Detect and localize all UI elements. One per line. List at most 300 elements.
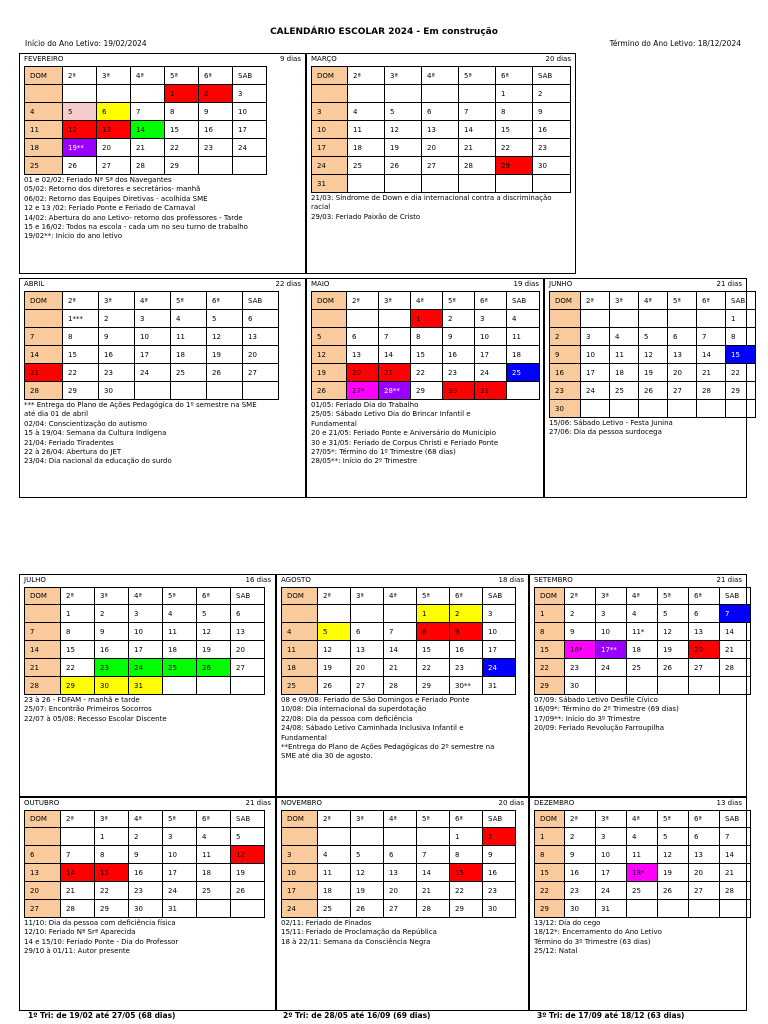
month-notes	[311, 401, 539, 467]
day-cell: 27	[689, 882, 720, 900]
week-row	[282, 882, 516, 900]
week-row	[312, 328, 540, 346]
day-cell	[658, 677, 689, 695]
day-cell: 14	[61, 864, 95, 882]
month-header	[281, 799, 524, 809]
note-line: 08 e 09/08: Feriado de São Domingos e Feriado Ponte	[281, 696, 470, 704]
day-cell	[199, 157, 233, 175]
day-cell: 23	[129, 882, 163, 900]
week-row	[25, 623, 265, 641]
day-cell: 27	[231, 659, 265, 677]
month-school-days: 9 dias	[279, 55, 301, 63]
weekday-header: 2ª	[61, 588, 95, 605]
weekday-header: 2ª	[61, 811, 95, 828]
weekday-header: 4ª	[131, 67, 165, 85]
weekday-header-row	[25, 292, 279, 310]
day-cell: 10	[312, 121, 348, 139]
month-notes	[24, 401, 301, 467]
weekday-header: 5ª	[658, 811, 689, 828]
day-cell: 29	[63, 382, 99, 400]
note-line: 27/06: Dia da pessoa surdocega	[549, 428, 662, 437]
day-cell: 3	[483, 605, 516, 623]
day-cell: 11	[171, 328, 207, 346]
day-cell: 26	[63, 157, 97, 175]
note-line: Fundamental	[281, 733, 327, 742]
weekday-header: 4ª	[384, 588, 417, 605]
week-row	[312, 157, 571, 175]
day-cell: 21	[697, 364, 726, 382]
weekday-header: 2ª	[63, 67, 97, 85]
week-row	[550, 400, 756, 418]
month-6	[276, 574, 529, 797]
weekday-header: 5ª	[171, 292, 207, 310]
day-cell: 20	[384, 882, 417, 900]
day-cell	[348, 85, 385, 103]
day-cell: 26	[312, 382, 347, 400]
day-cell: 10	[135, 328, 171, 346]
weekday-header: SAB	[533, 67, 571, 85]
month-header	[534, 799, 742, 809]
month-header	[24, 280, 301, 290]
day-cell: 15	[61, 641, 95, 659]
calendar-grid	[311, 66, 571, 193]
day-cell: 5	[63, 103, 97, 121]
day-cell: 17	[483, 641, 516, 659]
day-cell: 18	[348, 139, 385, 157]
weekday-header: 4ª	[627, 811, 658, 828]
day-cell	[689, 677, 720, 695]
weekday-header: 3ª	[351, 588, 384, 605]
day-cell: 13	[422, 121, 459, 139]
day-cell: 11	[282, 641, 318, 659]
note-line: 27/05*: Término do 1º Trimestre (68 dias)	[311, 448, 456, 457]
day-cell: 10	[596, 846, 627, 864]
day-cell: 16*	[565, 641, 596, 659]
day-cell: 24	[596, 659, 627, 677]
note-line: 07/09: Sábado Letivo Desfile Cívico	[534, 696, 658, 704]
day-cell	[61, 828, 95, 846]
calendar-grid	[549, 291, 756, 418]
month-notes	[534, 696, 742, 734]
day-cell	[533, 175, 571, 193]
day-cell: 14	[459, 121, 496, 139]
day-cell: 10	[163, 846, 197, 864]
weekday-header: DOM	[550, 292, 581, 310]
month-school-days: 16 dias	[245, 576, 271, 584]
day-cell: 30**	[450, 677, 483, 695]
day-cell: 1	[417, 605, 450, 623]
day-cell: 16	[129, 864, 163, 882]
weekday-header: DOM	[312, 67, 348, 85]
day-cell: 16	[443, 346, 475, 364]
weekday-header: 6ª	[689, 811, 720, 828]
note-line: 22/07 à 05/08: Recesso Escolar Discente	[24, 714, 167, 723]
note-line: 12/10: Feriado Nª Srª Aparecida	[24, 928, 136, 937]
weekday-header: DOM	[282, 811, 318, 828]
day-cell: 1	[496, 85, 533, 103]
day-cell: 18	[25, 139, 63, 157]
week-row	[312, 346, 540, 364]
day-cell: 5	[197, 605, 231, 623]
week-row	[312, 121, 571, 139]
weekday-header: 2ª	[347, 292, 379, 310]
day-cell: 17	[233, 121, 267, 139]
day-cell: 14	[384, 641, 417, 659]
month-1	[306, 53, 576, 274]
day-cell: 5	[231, 828, 265, 846]
day-cell: 19	[658, 641, 689, 659]
day-cell: 19	[231, 864, 265, 882]
week-row	[535, 900, 751, 918]
day-cell: 8	[411, 328, 443, 346]
day-cell: 2	[99, 310, 135, 328]
day-cell: 26	[318, 677, 351, 695]
day-cell: 27	[668, 382, 697, 400]
day-cell: 8	[496, 103, 533, 121]
day-cell: 12	[207, 328, 243, 346]
weekday-header: 3ª	[95, 811, 129, 828]
weekday-header: 2ª	[565, 588, 596, 605]
day-cell: 20	[689, 864, 720, 882]
day-cell: 22	[411, 364, 443, 382]
day-cell: 28	[697, 382, 726, 400]
day-cell: 21	[720, 864, 751, 882]
day-cell: 13	[231, 623, 265, 641]
day-cell: 4	[318, 846, 351, 864]
day-cell: 20	[231, 641, 265, 659]
day-cell	[639, 310, 668, 328]
weekday-header: 3ª	[596, 588, 627, 605]
day-cell: 24	[581, 382, 610, 400]
day-cell	[689, 900, 720, 918]
day-cell: 31	[163, 900, 197, 918]
day-cell: 26	[658, 882, 689, 900]
calendar-grid	[24, 66, 267, 175]
day-cell: 15	[63, 346, 99, 364]
day-cell: 2	[129, 828, 163, 846]
day-cell: 11	[318, 864, 351, 882]
note-line: 15 e 16/02: Todos na escola - cada um no seu turno de trabalho	[24, 223, 248, 232]
day-cell: 10	[483, 623, 516, 641]
weekday-header: 6ª	[207, 292, 243, 310]
day-cell	[639, 400, 668, 418]
weekday-header: 3ª	[95, 588, 129, 605]
day-cell: 6	[25, 846, 61, 864]
week-row	[535, 846, 751, 864]
day-cell	[459, 175, 496, 193]
day-cell: 21	[384, 659, 417, 677]
day-cell: 8	[535, 846, 565, 864]
weekday-header: 6ª	[475, 292, 507, 310]
day-cell: 9	[550, 346, 581, 364]
day-cell: 5	[658, 828, 689, 846]
day-cell: 1	[61, 605, 95, 623]
month-header	[24, 55, 301, 65]
weekday-header-row	[282, 811, 516, 828]
day-cell: 16	[99, 346, 135, 364]
month-name: DEZEMBRO	[534, 799, 575, 807]
day-cell	[163, 677, 197, 695]
day-cell: 16	[550, 364, 581, 382]
weekday-header: 2ª	[63, 292, 99, 310]
day-cell: 27*	[347, 382, 379, 400]
day-cell: 14	[697, 346, 726, 364]
day-cell	[627, 900, 658, 918]
day-cell: 12	[351, 864, 384, 882]
week-row	[25, 346, 279, 364]
day-cell	[318, 605, 351, 623]
day-cell: 28	[384, 677, 417, 695]
day-cell: 18	[197, 864, 231, 882]
day-cell: 31	[312, 175, 348, 193]
day-cell: 6	[668, 328, 697, 346]
day-cell: 5	[385, 103, 422, 121]
note-line: 15/06: Sábado Letivo - Festa Junina	[549, 419, 673, 427]
day-cell: 21	[25, 364, 63, 382]
day-cell	[25, 85, 63, 103]
month-name: JULHO	[24, 576, 46, 584]
day-cell: 23	[99, 364, 135, 382]
day-cell: 22	[535, 882, 565, 900]
week-row	[312, 85, 571, 103]
day-cell: 3	[581, 328, 610, 346]
week-row	[25, 328, 279, 346]
day-cell: 30	[483, 900, 516, 918]
month-school-days: 21 dias	[245, 799, 271, 807]
weekday-header: 5ª	[417, 811, 450, 828]
weekday-header: 2ª	[318, 588, 351, 605]
note-line: 01/05: Feriado Dia do Trabalho	[311, 401, 419, 409]
week-row	[25, 864, 265, 882]
note-line: 28/05**: Início do 2º Trimestre	[311, 457, 418, 466]
day-cell: 26	[351, 900, 384, 918]
day-cell: 19	[207, 346, 243, 364]
day-cell: 1	[535, 605, 565, 623]
weekday-header: 4ª	[422, 67, 459, 85]
day-cell: 5	[639, 328, 668, 346]
day-cell: 14	[417, 864, 450, 882]
weekday-header: 3ª	[97, 67, 131, 85]
end-date-label: Término do Ano Letivo: 18/12/2024	[609, 39, 741, 48]
weekday-header: DOM	[535, 811, 565, 828]
day-cell: 13	[668, 346, 697, 364]
day-cell: 22	[95, 882, 129, 900]
day-cell: 17	[163, 864, 197, 882]
day-cell: 5	[658, 605, 689, 623]
day-cell: 10	[129, 623, 163, 641]
month-notes	[281, 696, 524, 762]
day-cell: 9	[95, 623, 129, 641]
month-header	[311, 55, 571, 65]
day-cell: 26	[658, 659, 689, 677]
day-cell: 8	[63, 328, 99, 346]
day-cell: 24	[596, 882, 627, 900]
day-cell: 20	[97, 139, 131, 157]
day-cell: 20	[689, 641, 720, 659]
weekday-header: SAB	[720, 588, 751, 605]
day-cell	[417, 828, 450, 846]
day-cell	[63, 85, 97, 103]
month-9	[276, 797, 529, 1011]
weekday-header: 6ª	[197, 811, 231, 828]
day-cell: 13	[25, 864, 61, 882]
day-cell: 12	[231, 846, 265, 864]
month-name: AGOSTO	[281, 576, 311, 584]
day-cell: 6	[351, 623, 384, 641]
weekday-header: 5ª	[668, 292, 697, 310]
day-cell	[422, 85, 459, 103]
day-cell: 27	[25, 900, 61, 918]
day-cell: 20	[422, 139, 459, 157]
day-cell: 12	[63, 121, 97, 139]
day-cell: 16	[565, 864, 596, 882]
day-cell: 4	[171, 310, 207, 328]
footer-trimester-2: 2º Tri: de 28/05 até 16/09 (69 dias)	[283, 1011, 431, 1020]
note-line: 17/09**: Início do 3º Trimestre	[534, 714, 641, 723]
day-cell: 23	[565, 882, 596, 900]
day-cell: 2	[550, 328, 581, 346]
day-cell: 17	[312, 139, 348, 157]
note-line: Fundamental	[311, 419, 357, 428]
note-line: 12 e 13 /02: Feriado Ponte e Feriado de Carnaval	[24, 204, 196, 213]
day-cell: 7	[459, 103, 496, 121]
day-cell: 21	[25, 659, 61, 677]
weekday-header-row	[25, 811, 265, 828]
note-line: 20/09: Feriado Revolução Farroupilha	[534, 724, 665, 733]
day-cell	[384, 605, 417, 623]
day-cell: 30	[443, 382, 475, 400]
day-cell: 12	[312, 346, 347, 364]
day-cell: 1	[450, 828, 483, 846]
day-cell: 28	[25, 382, 63, 400]
day-cell	[207, 382, 243, 400]
day-cell: 24	[312, 157, 348, 175]
note-line: 10/08: Dia internacional da superdotação	[281, 705, 427, 714]
day-cell: 7	[25, 623, 61, 641]
day-cell: 31	[596, 900, 627, 918]
week-row	[535, 864, 751, 882]
day-cell	[231, 677, 265, 695]
note-line: 29/10 à 01/11: Autor presente	[24, 947, 130, 956]
day-cell: 25	[348, 157, 385, 175]
day-cell: 3	[596, 605, 627, 623]
day-cell: 2	[483, 828, 516, 846]
day-cell: 22	[450, 882, 483, 900]
day-cell: 29	[450, 900, 483, 918]
weekday-header: 6ª	[689, 588, 720, 605]
day-cell: 12	[197, 623, 231, 641]
day-cell: 2	[450, 605, 483, 623]
note-line: 14/02: Abertura do ano Letivo- retorno dos professores - Tarde	[24, 213, 243, 222]
weekday-header: 5ª	[443, 292, 475, 310]
weekday-header: 3ª	[351, 811, 384, 828]
week-row	[282, 677, 516, 695]
day-cell: 27	[689, 659, 720, 677]
day-cell: 21	[720, 641, 751, 659]
day-cell: 18	[318, 882, 351, 900]
day-cell: 30	[565, 677, 596, 695]
note-line: 02/04: Conscientização do autismo	[24, 419, 147, 428]
weekday-header: 2ª	[348, 67, 385, 85]
day-cell: 15	[411, 346, 443, 364]
day-cell: 20	[347, 364, 379, 382]
month-notes	[24, 919, 271, 957]
weekday-header: 3ª	[99, 292, 135, 310]
page-title: CALENDÁRIO ESCOLAR 2024 - Em construção	[270, 27, 498, 37]
note-line: 30 e 31/05: Feriado de Corpus Christi e Feriado Ponte	[311, 438, 499, 447]
weekday-header: 3ª	[385, 67, 422, 85]
month-header	[549, 280, 742, 290]
day-cell: 19	[318, 659, 351, 677]
weekday-header: DOM	[25, 67, 63, 85]
weekday-header: 6ª	[496, 67, 533, 85]
weekday-header: SAB	[483, 811, 516, 828]
weekday-header: DOM	[25, 292, 63, 310]
note-line: 21/03: Síndrome de Down e dia internacional contra a discriminação racial	[311, 194, 552, 212]
day-cell: 8	[61, 623, 95, 641]
weekday-header: DOM	[535, 588, 565, 605]
day-cell: 28	[417, 900, 450, 918]
week-row	[25, 310, 279, 328]
day-cell: 3	[312, 103, 348, 121]
month-7	[529, 574, 747, 797]
day-cell: 6	[384, 846, 417, 864]
day-cell	[233, 157, 267, 175]
note-line: 24/08: Sábado Letivo Caminhada Inclusiva Infantil e	[281, 724, 464, 733]
weekday-header: DOM	[282, 588, 318, 605]
weekday-header: 2ª	[565, 811, 596, 828]
day-cell: 30	[550, 400, 581, 418]
week-row	[550, 310, 756, 328]
day-cell: 21	[131, 139, 165, 157]
day-cell: 28	[61, 900, 95, 918]
day-cell: 2	[565, 605, 596, 623]
week-row	[312, 103, 571, 121]
day-cell: 3	[129, 605, 163, 623]
week-row	[25, 103, 267, 121]
day-cell: 16	[533, 121, 571, 139]
day-cell: 30	[99, 382, 135, 400]
weekday-header: 4ª	[129, 811, 163, 828]
day-cell	[627, 677, 658, 695]
day-cell: 17	[475, 346, 507, 364]
day-cell	[379, 310, 411, 328]
day-cell: 24	[163, 882, 197, 900]
day-cell: 20	[243, 346, 279, 364]
note-line: SME até dia 30 de agosto.	[281, 752, 373, 761]
month-school-days: 18 dias	[498, 576, 524, 584]
weekday-header-row	[25, 67, 267, 85]
calendar-grid	[534, 587, 751, 695]
day-cell: 9	[450, 623, 483, 641]
day-cell: 3	[163, 828, 197, 846]
note-line: 22/08: Dia da pessoa com deficiência	[281, 714, 413, 723]
day-cell	[197, 677, 231, 695]
month-notes	[281, 919, 524, 947]
footer-trimester-1: 1º Tri: de 19/02 até 27/05 (68 dias)	[28, 1011, 176, 1020]
day-cell: 9	[443, 328, 475, 346]
day-cell: 13	[347, 346, 379, 364]
day-cell: 18	[610, 364, 639, 382]
day-cell: 31	[475, 382, 507, 400]
weekday-header: DOM	[25, 811, 61, 828]
month-name: MARÇO	[311, 55, 337, 63]
calendar-grid	[24, 291, 279, 400]
day-cell: 8	[95, 846, 129, 864]
calendar-grid	[534, 810, 751, 918]
day-cell	[610, 310, 639, 328]
week-row	[312, 382, 540, 400]
